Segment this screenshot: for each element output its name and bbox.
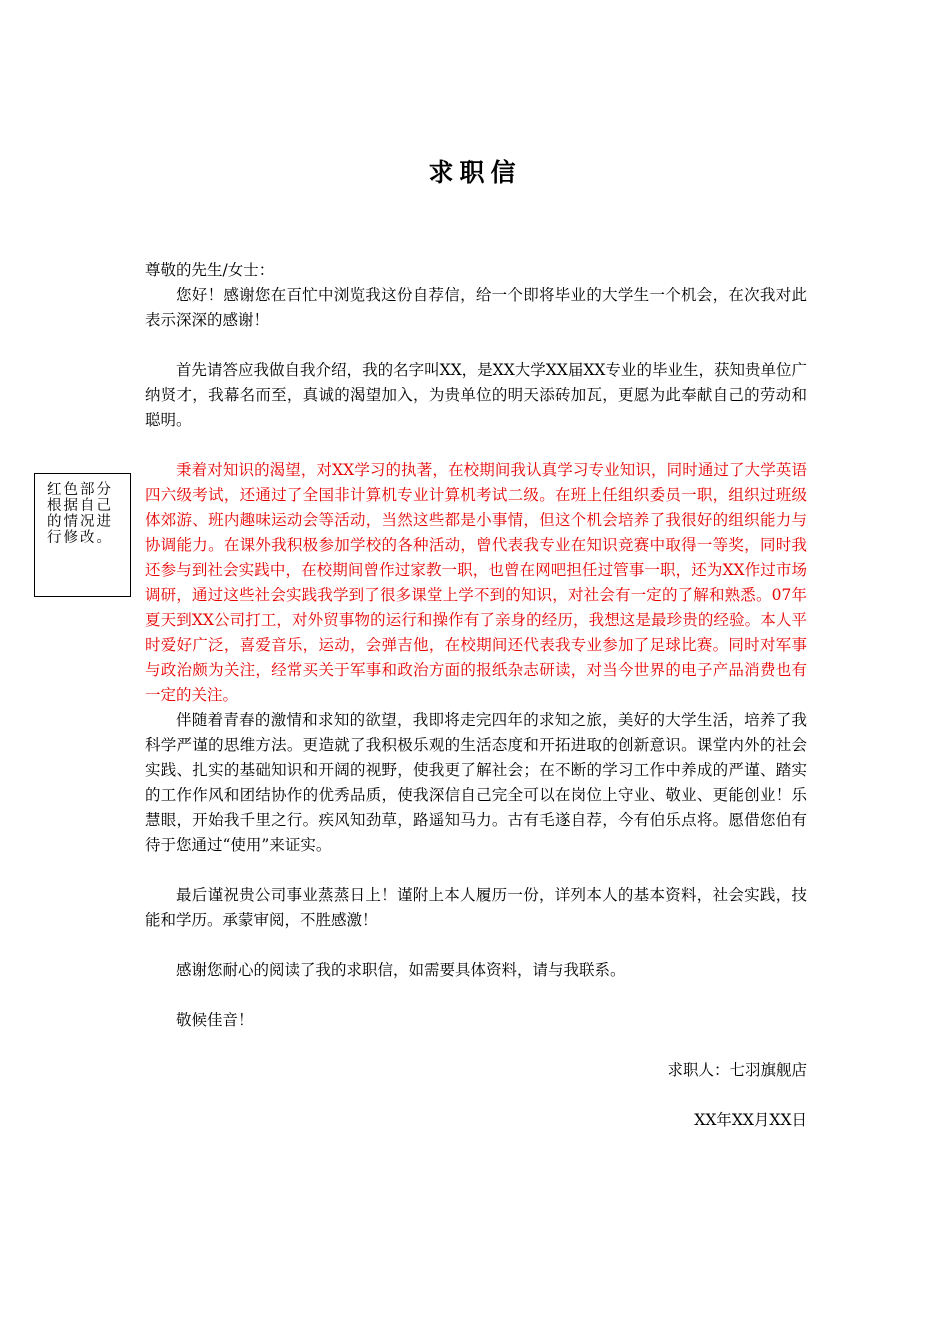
- letter-date: XX年XX月XX日: [694, 1111, 807, 1129]
- paragraph-closing: 敬候佳音！: [176, 1011, 254, 1029]
- edit-note-box: 红色部分根据自己的情况进行修改。: [34, 473, 131, 597]
- paragraph-growth: 伴随着青春的激情和求知的欲望，我即将走完四年的求知之旅，美好的大学生活，培养了我科学严谨的思维方法。更造就了我积极乐观的生活态度和开拓进取的创新意识。课堂内外的社会实践、扎实的基础知识和开阔的视野，使我更了解社会；在不断的学习工作中养成的严谨、踏实的工作作风和团结协作的优秀品质，使我深信自己完全可以在岗位上守业、敬业、更能创业！乐慧眼，开始我千里之行。疾风知劲草，路遥知马力。古有毛遂自荐，今有伯乐点将。愿借您伯有待于您通过“使用”来证实。: [145, 711, 807, 854]
- paragraph-greeting: 您好！感谢您在百忙中浏览我这份自荐信，给一个即将毕业的大学生一个机会，在次我对此表示深深的感谢！: [145, 286, 807, 329]
- paragraph-introduction: 首先请答应我做自我介绍，我的名字叫XX，是XX大学XX届XX专业的毕业生，获知贵单位广纳贤才，我幕名而至，真诚的渴望加入，为贵单位的明天添砖加瓦，更愿为此奉献自己的劳动和聪明。: [145, 361, 807, 429]
- paragraph-experience: 秉着对知识的渴望，对XX学习的执著，在校期间我认真学习专业知识，同时通过了大学英语四六级考试，还通过了全国非计算机专业计算机考试二级。在班上任组织委员一职，组织过班级体郊游、班内趣味运动会等活动，当然这些都是小事情，但这个机会培养了我很好的组织能力与协调能力。在课外我积极参加学校的各种活动，曾代表我专业在知识竞赛中取得一等奖，同时我还参与到社会实践中，在校期间曾作过家教一职，也曾在网吧担任过管事一职，还为XX作过市场调研，通过这些社会实践我学到了很多课堂上学不到的知识，对社会有一定的了解和熟悉。07年夏天到XX公司打工，对外贸事物的运行和操作有了亲身的经历，我想这是最珍贵的经验。本人平时爱好广泛，喜爱音乐，运动，会弹吉他，在校期间还代表我专业参加了足球比赛。同时对军事与政治颇为关注，经常买关于军事和政治方面的报纸杂志研读，对当今世界的电子产品消费也有一定的关注。: [145, 461, 807, 704]
- paragraph-thanks: 感谢您耐心的阅读了我的求职信，如需要具体资料，请与我联系。: [176, 961, 626, 979]
- letter-body: [145, 258, 807, 1133]
- signature: 求职人：七羽旗舰店: [667, 1061, 807, 1079]
- letter-title: 求职信: [428, 158, 522, 187]
- salutation: 尊敬的先生/女士：: [145, 261, 275, 279]
- paragraph-wishes: 最后谨祝贵公司事业蒸蒸日上！谨附上本人履历一份，详列本人的基本资料，社会实践，技能和学历。承蒙审阅，不胜感激！: [145, 886, 807, 929]
